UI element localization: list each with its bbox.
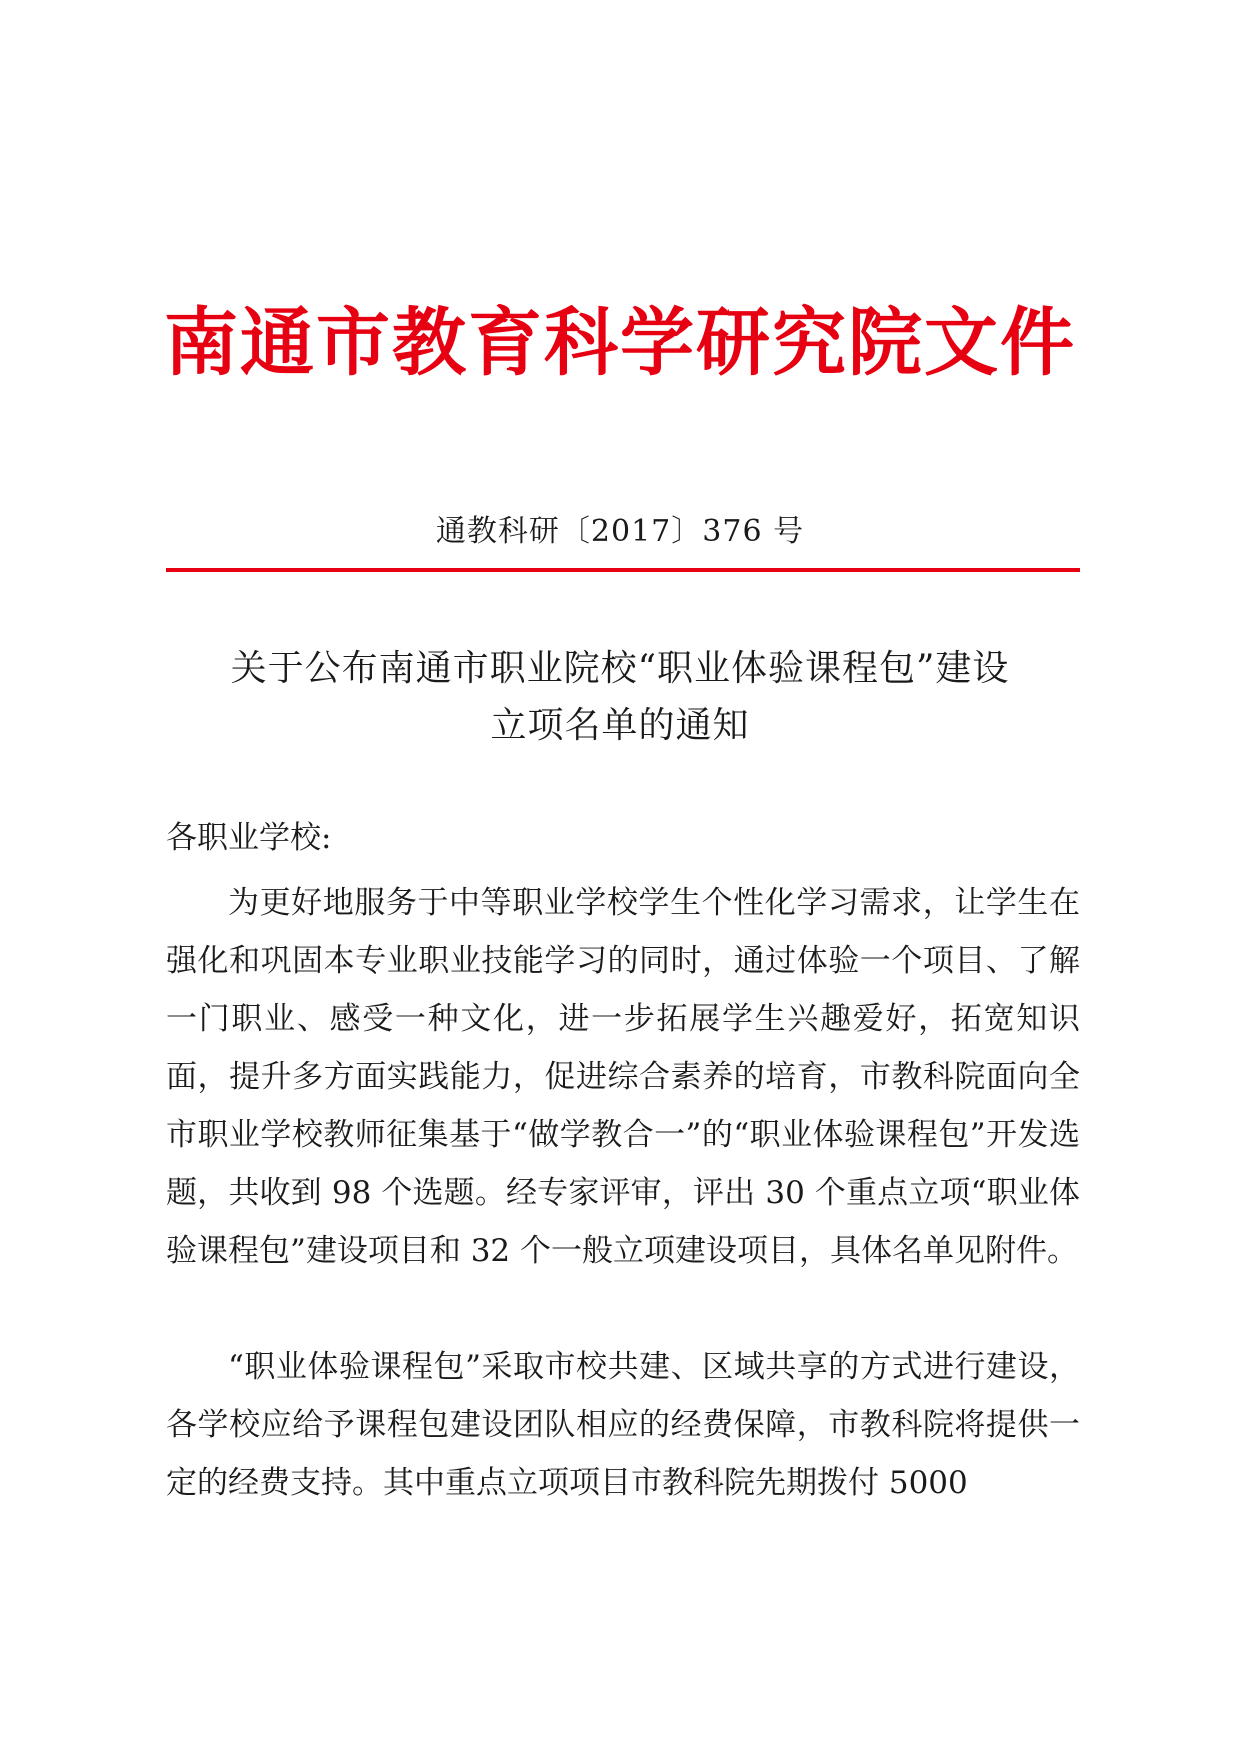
notice-title bbox=[0, 640, 1240, 754]
body-paragraph-2: “职业体验课程包”采取市校共建、区域共享的方式进行建设，各学校应给予课程包建设团队相应的经费保障，市教科院将提供一定的经费支持。其中重点立项项目市教科院先期拨付 5000 bbox=[166, 1349, 1080, 1501]
red-divider-line bbox=[166, 568, 1080, 572]
document-number: 通教科研〔2017〕376 号 bbox=[435, 514, 805, 549]
notice-title-line-1: 关于公布南通市职业院校“职业体验课程包”建设 bbox=[230, 648, 1010, 689]
notice-title-line-2: 立项名单的通知 bbox=[490, 705, 750, 746]
issuing-authority-header: 南通市教育科学研究院文件 bbox=[164, 300, 1076, 386]
salutation: 各职业学校: bbox=[166, 820, 332, 856]
body-paragraph-1: 为更好地服务于中等职业学校学生个性化学习需求，让学生在强化和巩固本专业职业技能学习的同时，通过体验一个项目、了解一门职业、感受一种文化，进一步拓展学生兴趣爱好，拓宽知识面，提升多方面实践能力，促进综合素养的培育，市教科院面向全市职业学校教师征集基于“做学教合一”的“职业体验课程包”开发选题，共收到 98 个选题。经专家评审，评出 30 个重点立项“职业体验课程包”建设项目和 32 个一般立项建设项目，具体名单见附件。 bbox=[166, 885, 1080, 1269]
